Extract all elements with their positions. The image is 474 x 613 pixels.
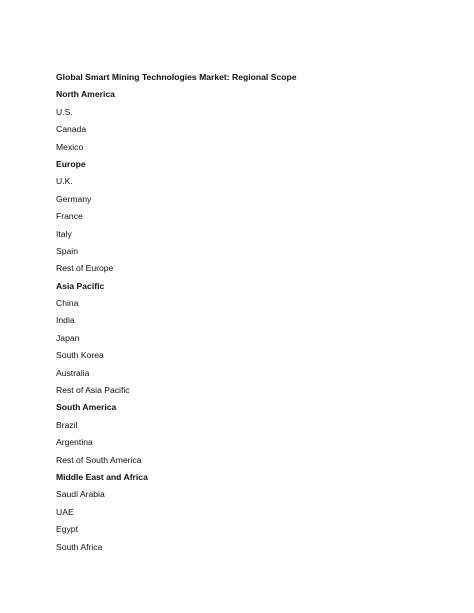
country-item: Argentina (56, 437, 93, 448)
document-page (56, 69, 456, 556)
country-item: UAE (56, 506, 74, 517)
country-item: South Korea (56, 350, 104, 361)
region-list (56, 86, 456, 556)
country-item: Germany (56, 193, 92, 204)
country-item: Japan (56, 332, 80, 343)
country-item: Canada (56, 124, 87, 135)
country-item: Rest of South America (56, 454, 142, 465)
country-item: India (56, 315, 75, 326)
country-item: Mexico (56, 141, 84, 152)
document-title: Global Smart Mining Technologies Market: Regional Scope (56, 72, 297, 82)
region-heading: Europe (56, 158, 86, 169)
country-item: U.S. (56, 106, 73, 117)
country-item: France (56, 211, 83, 222)
region-heading: Middle East and Africa (56, 471, 148, 482)
country-item: China (56, 298, 79, 309)
country-item: Saudi Arabia (56, 489, 105, 500)
region-heading: Asia Pacific (56, 280, 105, 291)
country-item: Italy (56, 228, 72, 239)
country-item: South Africa (56, 541, 103, 552)
country-item: Rest of Europe (56, 263, 114, 274)
country-item: Brazil (56, 419, 78, 430)
country-item: Spain (56, 245, 78, 256)
region-heading: South America (56, 402, 117, 413)
country-item: Australia (56, 367, 90, 378)
country-item: Rest of Asia Pacific (56, 385, 130, 396)
region-heading: North America (56, 89, 115, 100)
country-item: Egypt (56, 524, 78, 535)
country-item: U.K. (56, 176, 73, 187)
